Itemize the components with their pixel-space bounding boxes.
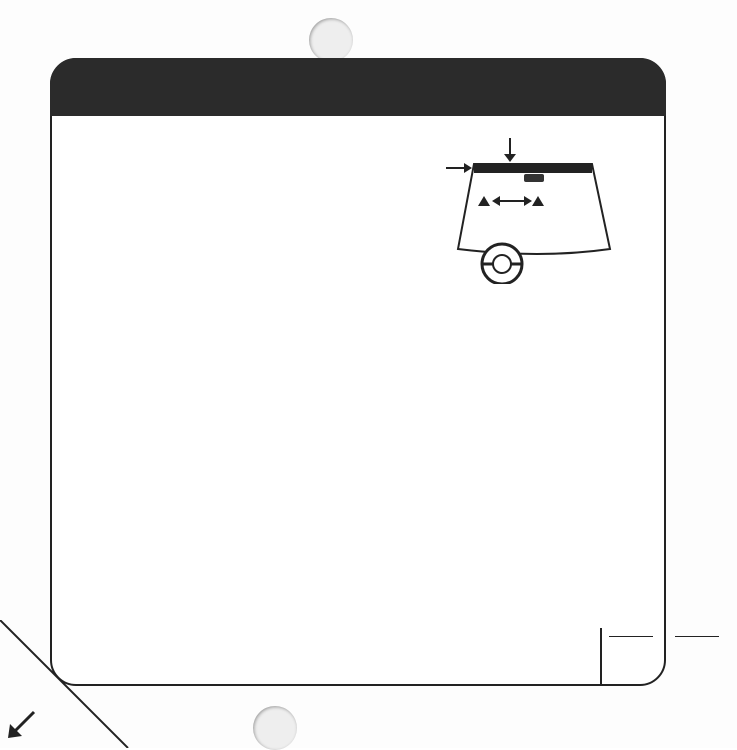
header-title	[50, 58, 666, 116]
windscreen-diagram	[440, 134, 620, 284]
punch-hole-bottom	[253, 706, 297, 750]
double-arrow-icon	[492, 196, 532, 206]
punch-hole-top	[309, 18, 353, 62]
dez-box-right	[667, 634, 727, 639]
arrow-down-left-icon	[4, 706, 40, 742]
dez-box-left	[601, 634, 661, 639]
arrow-right-icon	[446, 163, 472, 173]
steering-wheel-icon	[482, 244, 522, 284]
arrow-down-icon	[504, 138, 516, 162]
